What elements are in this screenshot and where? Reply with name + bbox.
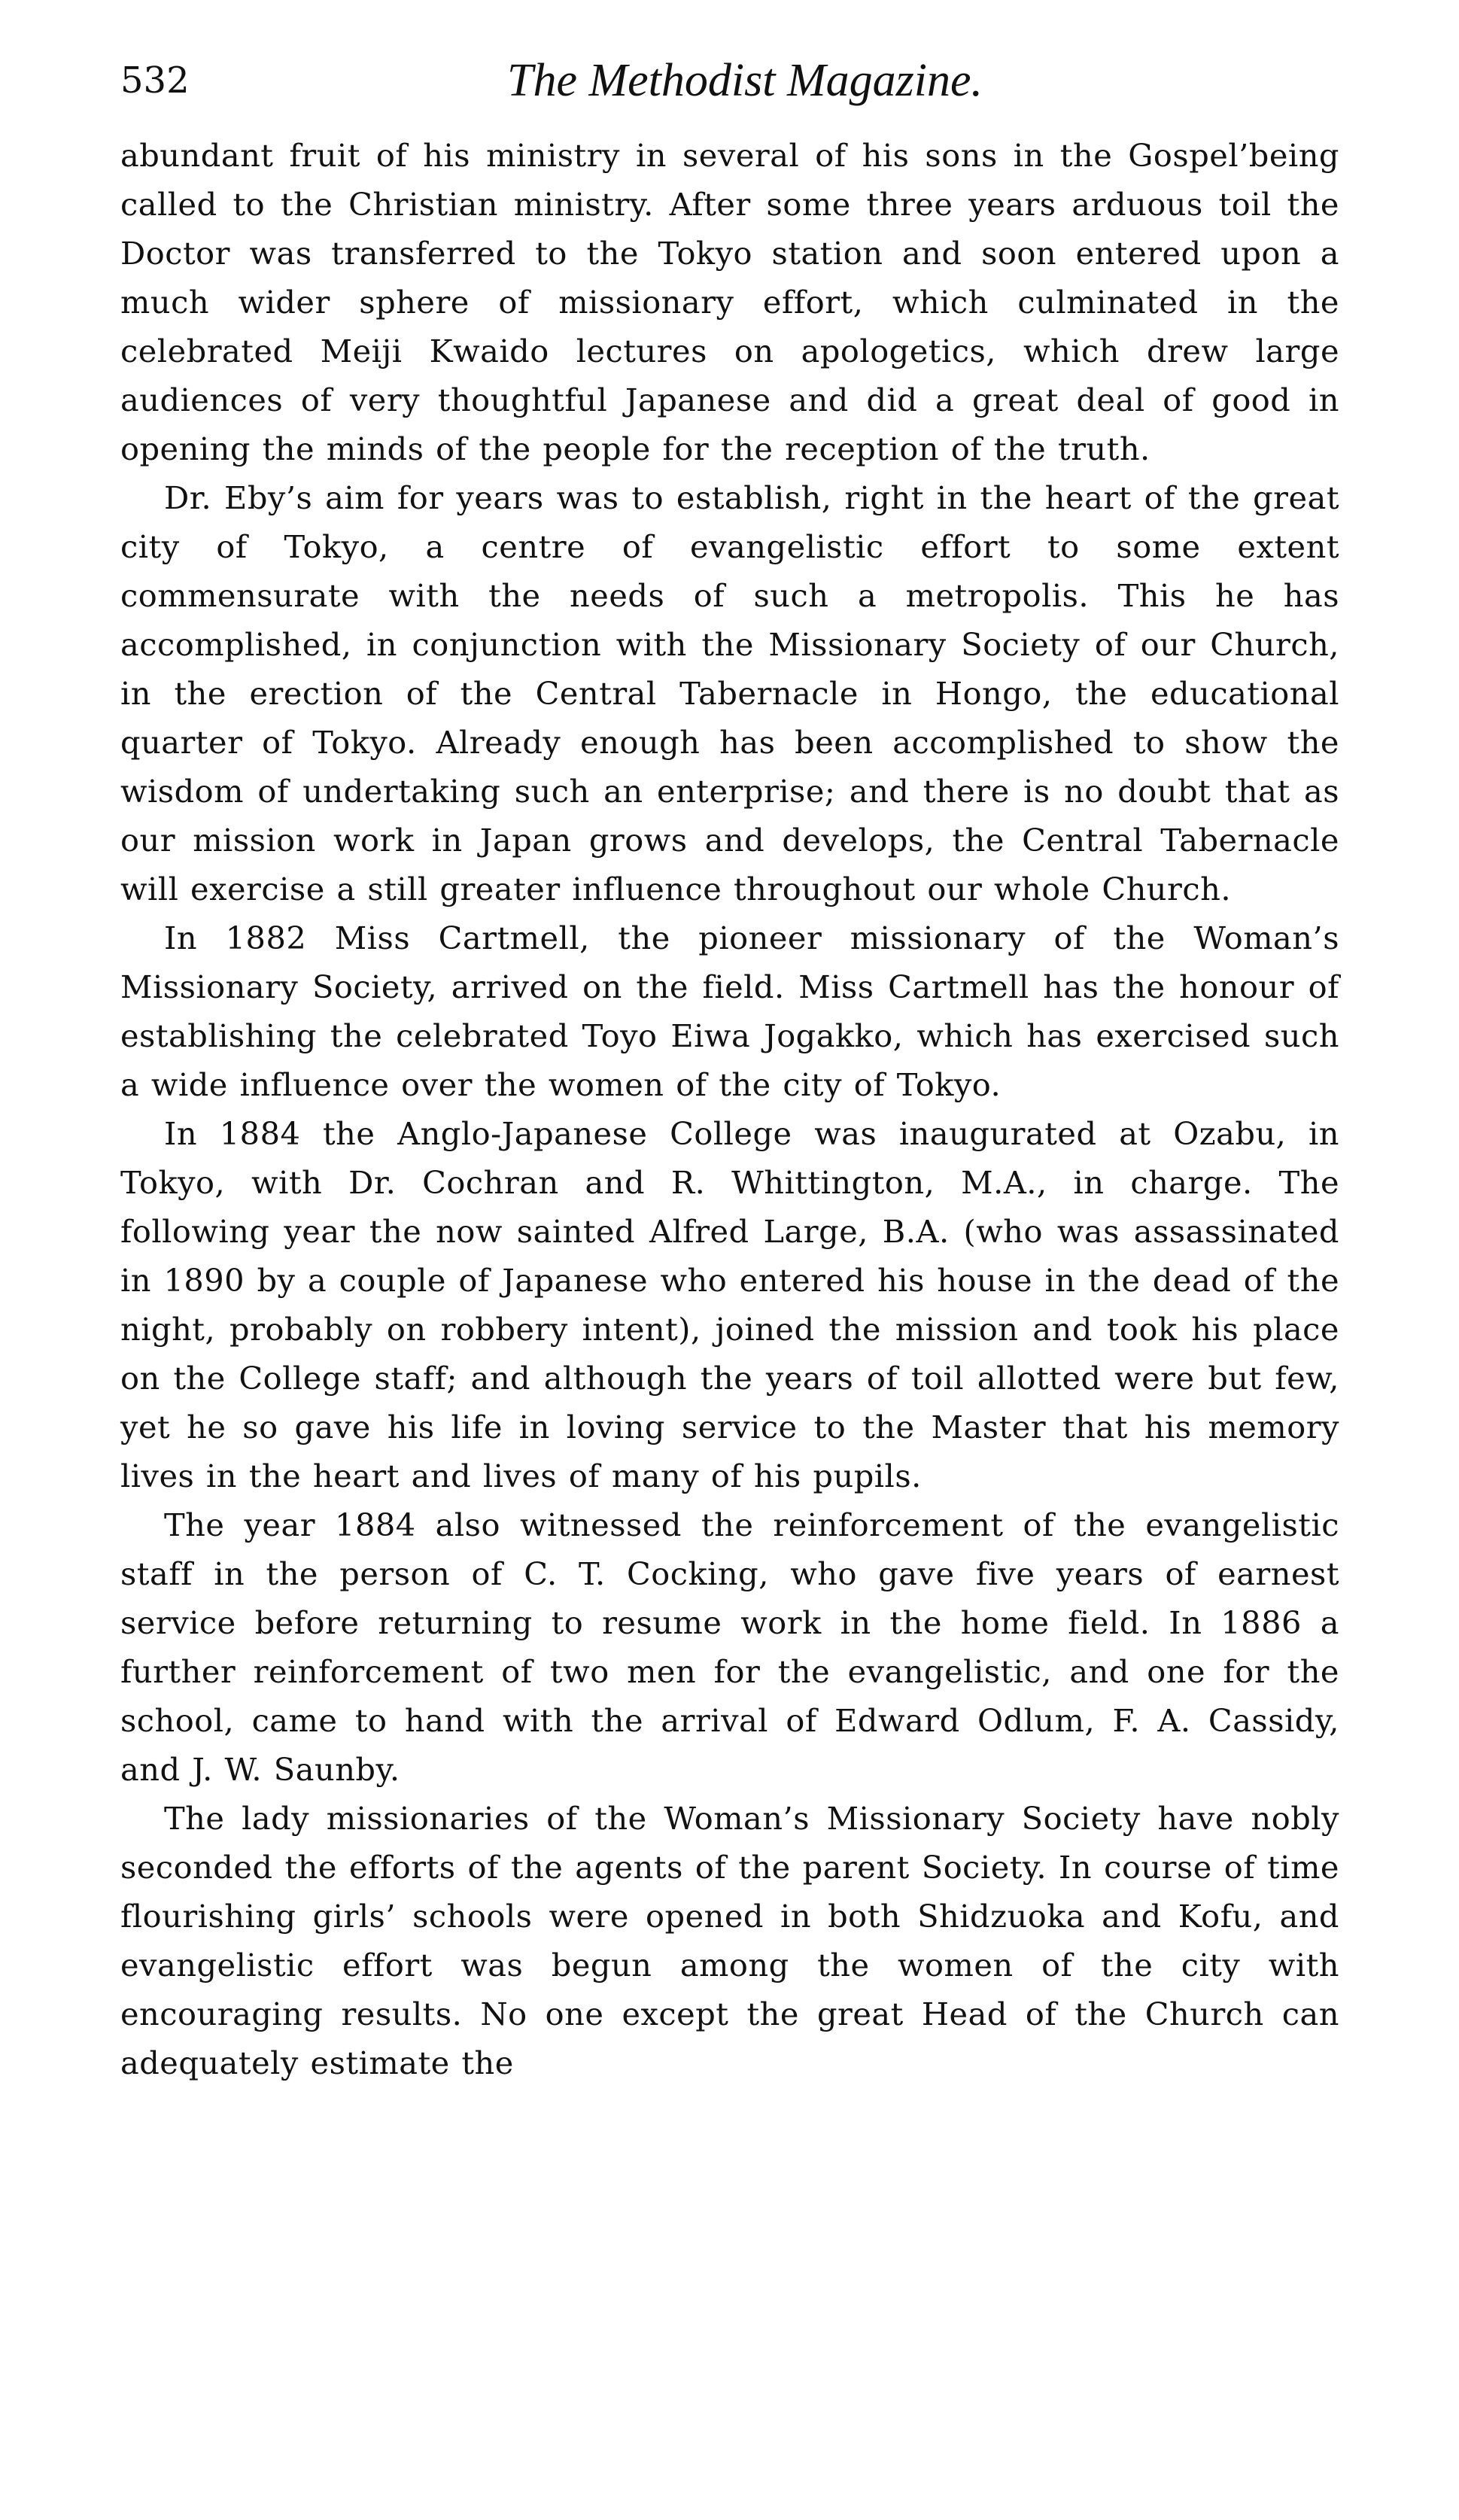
magazine-title: The Methodist Magazine. [507, 55, 983, 106]
running-head [120, 47, 1339, 114]
paragraph-anglo-japanese-college: In 1884 the Anglo-Japanese College was inaugurated at Ozabu, in Tokyo, with Dr. Cochran and R. Whittington, M.A., in charge. The following year the now sainted Alfred Large, B.A. (who was assassinated in 1890 by a couple of Japanese who entered his house in the dead of the night, probably on robbery intent), joined the mission and took his place on the College staff; and although the years of toil allotted were but few, yet he so gave his life in loving service to the Master that his memory lives in the heart and lives of many of his pupils. [120, 1115, 1339, 1494]
paragraph-dr-eby: Dr. Eby’s aim for years was to establish, right in the heart of the great city of Tokyo, a centre of evangelistic effort to some extent commensurate with the needs of such a metropolis. This he has accomplished, in conjunction with the Missionary Society of our Church, in the erection of the Central Tabernacle in Hongo, the educational quarter of Tokyo. Already enough has been accomplished to show the wisdom of undertaking such an enterprise; and there is no doubt that as our mission work in Japan grows and develops, the Central Tabernacle will exercise a still greater influence throughout our whole Church. [120, 479, 1339, 907]
paragraph-reinforcement: The year 1884 also witnessed the reinforcement of the evangelistic staff in the person of C. T. Cocking, who gave five years of earnest service before returning to resume work in the home field. In 1886 a further reinforcement of two men for the evangelistic, and one for the school, came to hand with the arrival of Edward Odlum, F. A. Cassidy, and J. W. Saunby. [120, 1506, 1339, 1788]
paragraph-continued: abundant fruit of his ministry in several of his sons in the Gospel’being called to the Christian ministry. After some three years arduous toil the Doctor was transferred to the Tokyo station and soon entered upon a much wider sphere of missionary effort, which culminated in the celebrated Meiji Kwaido lectures on apologetics, which drew large audiences of very thoughtful Japanese and did a great deal of good in opening the minds of the people for the reception of the truth. [120, 137, 1339, 467]
article-body [120, 131, 1339, 2087]
paragraph-lady-missionaries: The lady missionaries of the Woman’s Missionary Society have nobly seconded the efforts of the agents of the parent Society. In course of time flourishing girls’ schools were opened in both Shidzuoka and Kofu, and evangelistic effort was begun among the women of the city with encouraging results. No one except the great Head of the Church can adequately estimate the [120, 1800, 1339, 2081]
page-number: 532 [120, 59, 190, 102]
paragraph-miss-cartmell: In 1882 Miss Cartmell, the pioneer missionary of the Woman’s Missionary Society, arrived on the field. Miss Cartmell has the honour of establishing the celebrated Toyo Eiwa Jogakko, which has exercised such a wide influence over the women of the city of Tokyo. [120, 920, 1339, 1103]
